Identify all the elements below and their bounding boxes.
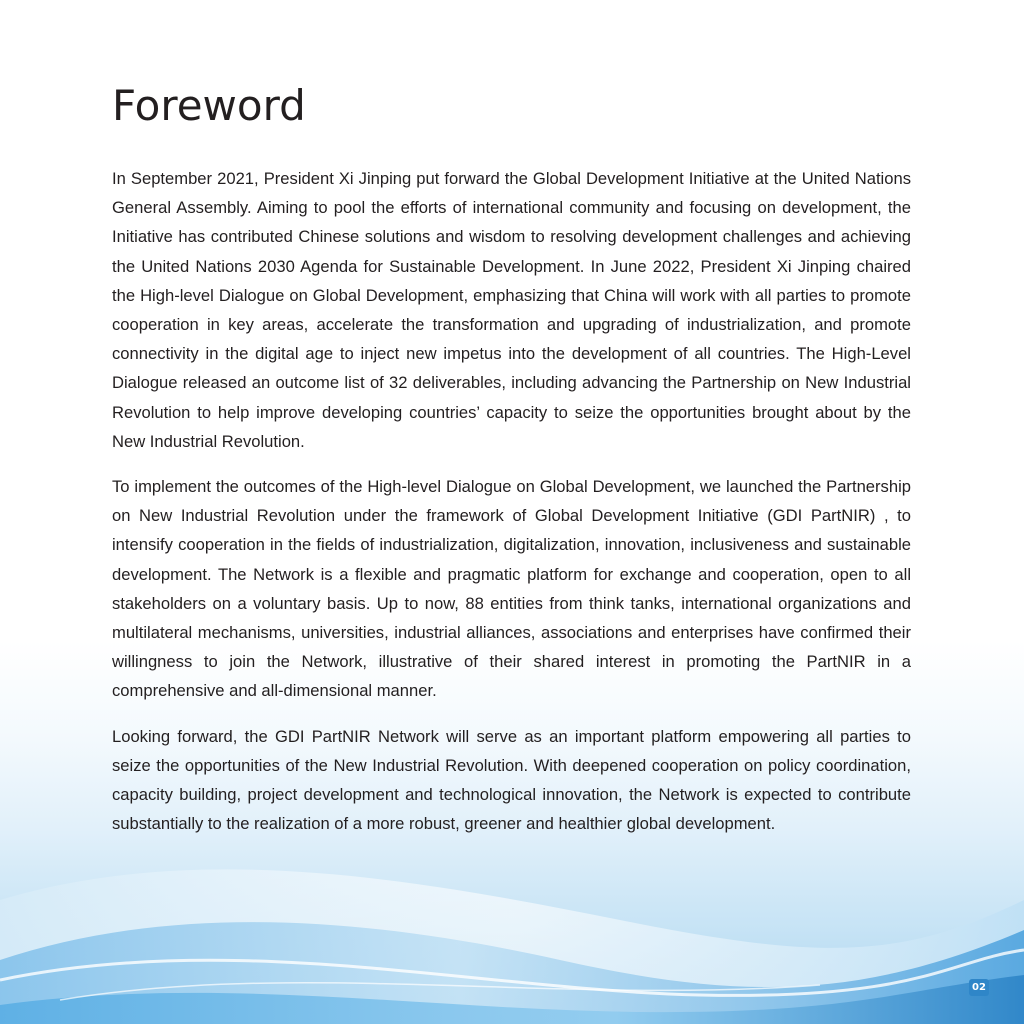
page-number-badge: 02 (969, 979, 989, 996)
paragraph-2: To implement the outcomes of the High-level Dialogue on Global Development, we launched the Partnership on New Industrial Revolution under the framework of Global Development Initiative (GDI PartNIR) , to intensify cooperation in the fields of industrialization, digitalization, innovation, inclusiveness and sustainable development. The Network is a flexible and pragmatic platform for exchange and cooperation, open to all stakeholders on a voluntary basis. Up to now, 88 entities from think tanks, international organizations and multilateral mechanisms, universities, industrial alliances, associations and enterprises have confirmed their willingness to join the Network, illustrative of their shared interest in promoting the PartNIR in a comprehensive and all-dimensional manner. (112, 477, 911, 701)
paragraph-3: Looking forward, the GDI PartNIR Network will serve as an important platform empowering all parties to seize the opportunities of the New Industrial Revolution. With deepened cooperation on policy coordination, capacity building, project development and technological innovation, the Network is expected to contribute substantially to the realization of a more robust, greener and healthier global development. (112, 726, 911, 834)
page-title: Foreword (112, 81, 306, 130)
paragraph-1: In September 2021, President Xi Jinping put forward the Global Development Initiative at the United Nations General Assembly. Aiming to pool the efforts of international community and focusing on development, the Initiative has contributed Chinese solutions and wisdom to resolving development challenges and achieving the United Nations 2030 Agenda for Sustainable Development. In June 2022, President Xi Jinping chaired the High-level Dialogue on Global Development, emphasizing that China will work with all parties to promote cooperation in key areas, accelerate the transformation and upgrading of industrialization, and promote connectivity in the digital age to inject new impetus into the development of all countries. The High-Level Dialogue released an outcome list of 32 deliverables, including advancing the Partnership on New Industrial Revolution to help improve developing countries’ capacity to seize the opportunities brought about by the New Industrial Revolution. (112, 169, 911, 451)
foreword-body (112, 164, 911, 854)
